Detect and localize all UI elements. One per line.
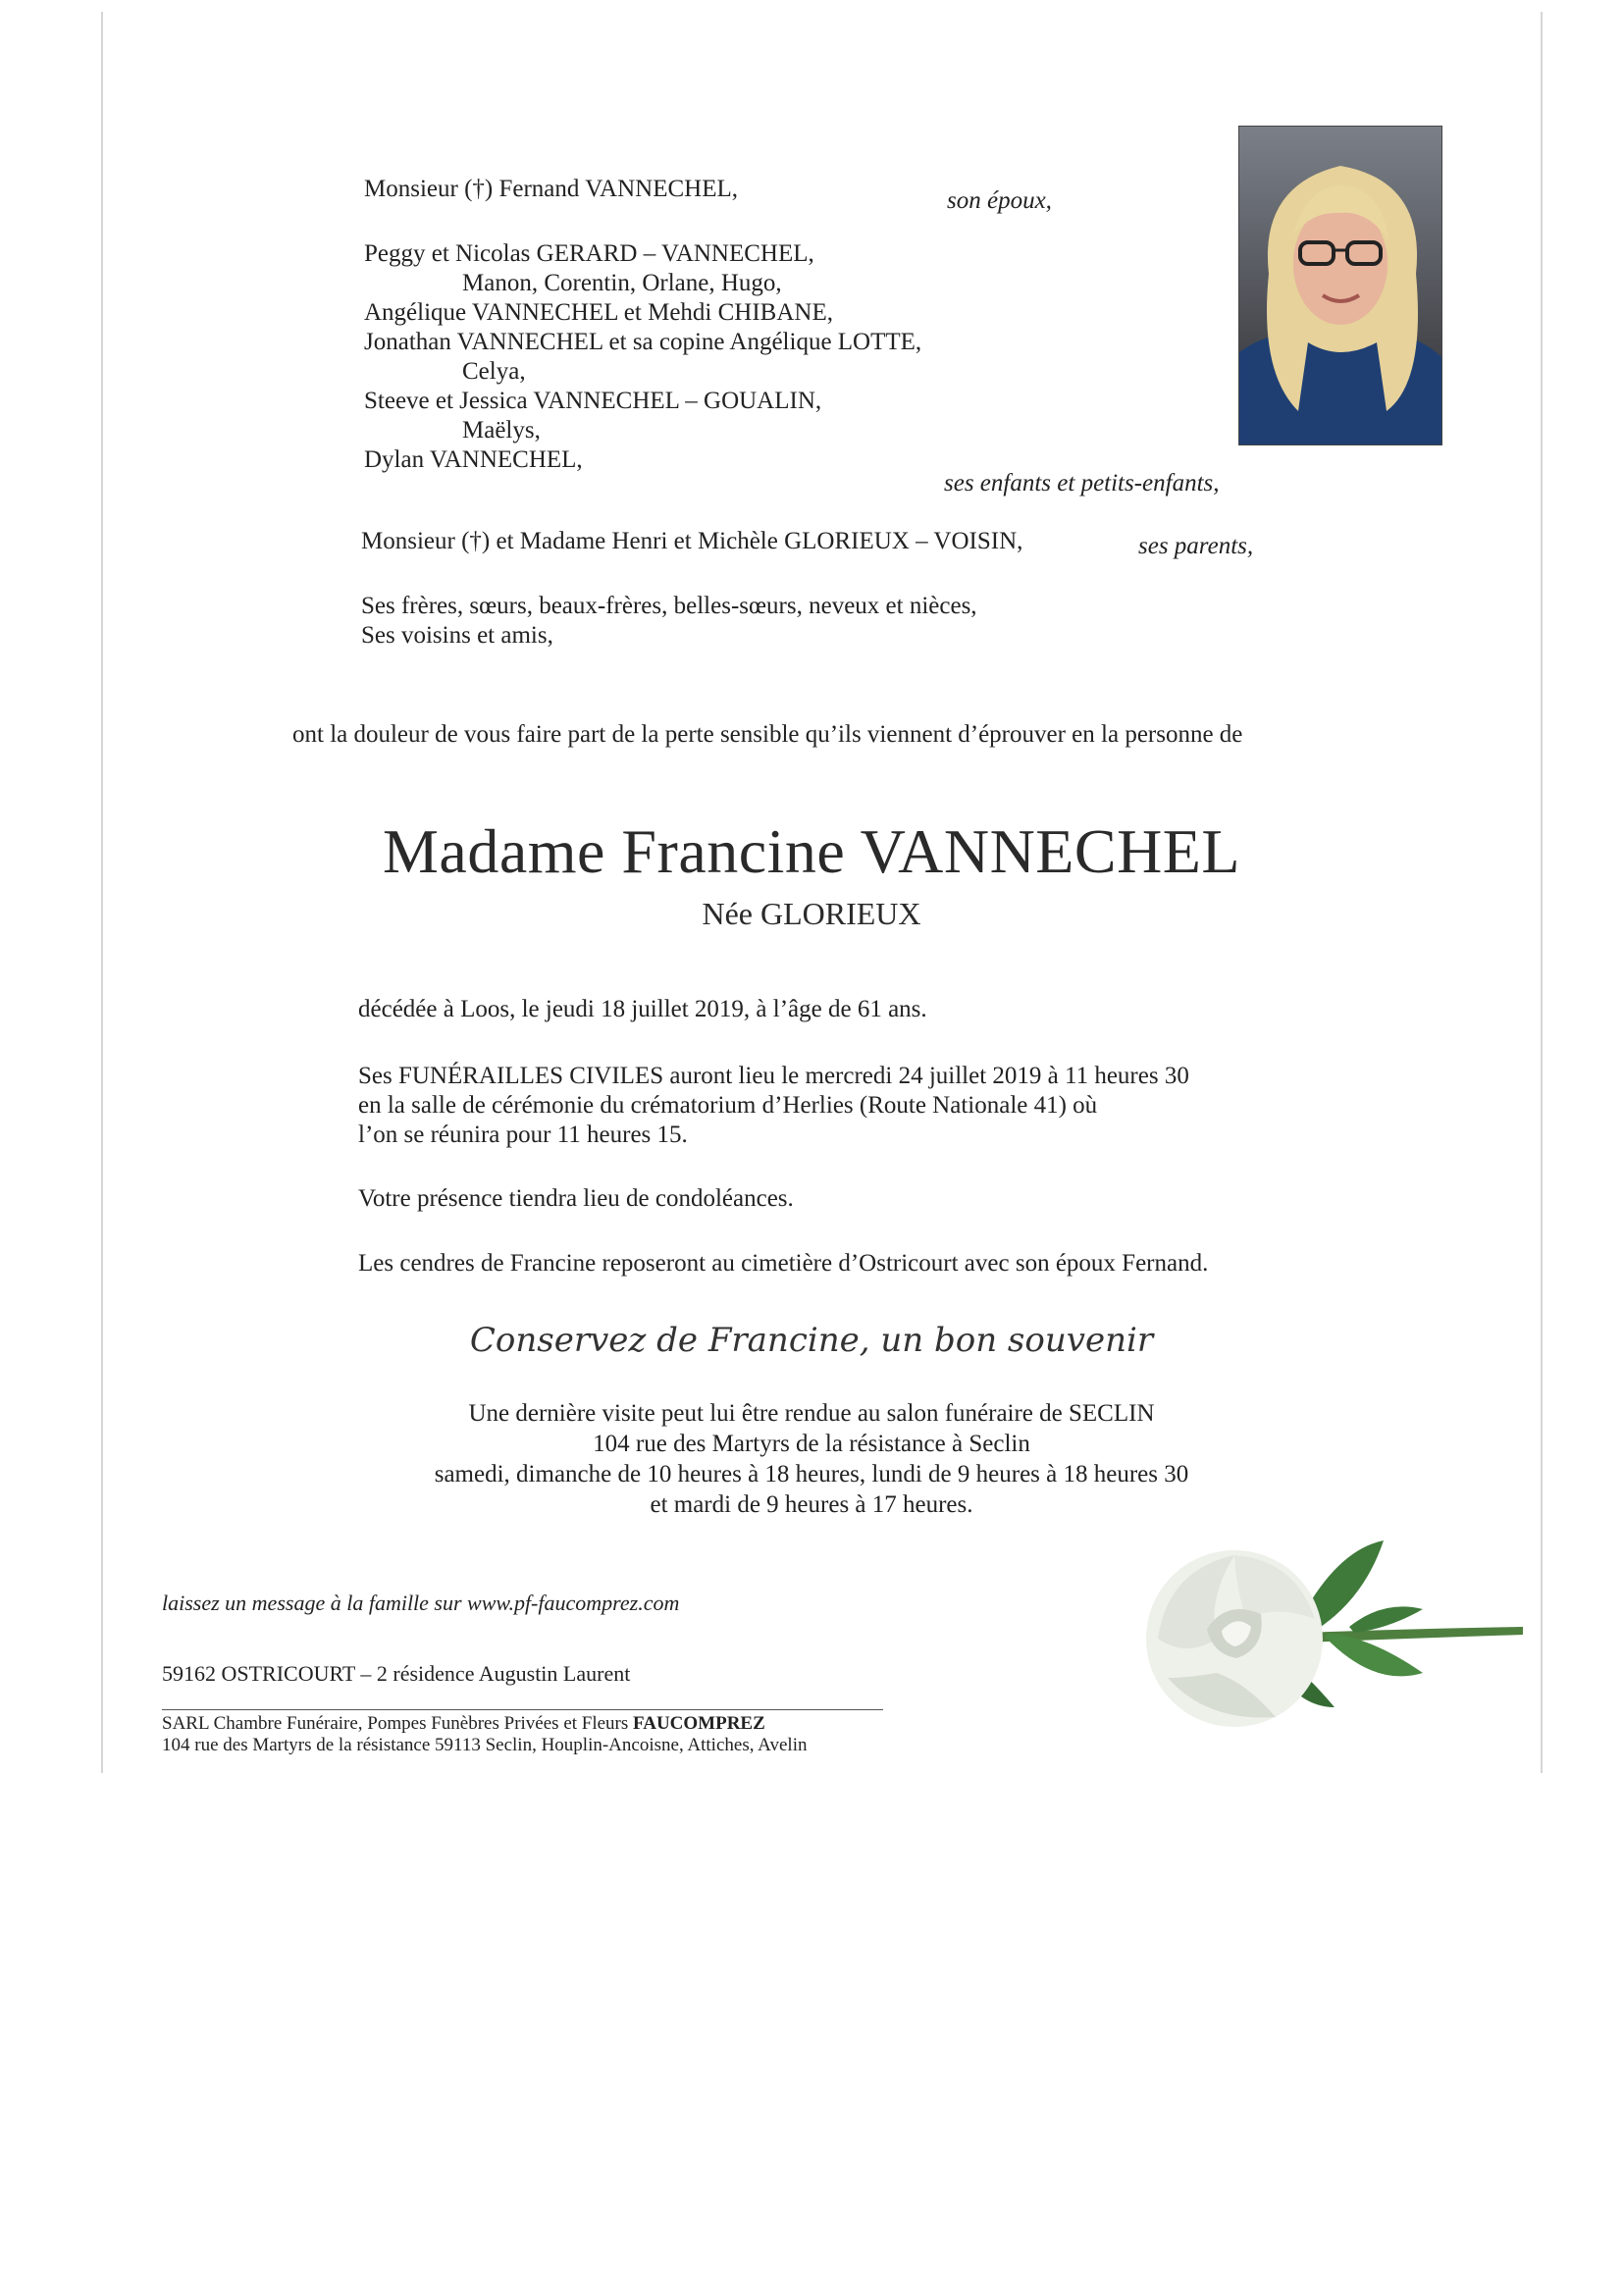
funeral-line: Ses FUNÉRAILLES CIVILES auront lieu le mercredi 24 juillet 2019 à 11 heures 30 bbox=[358, 1063, 1189, 1089]
souvenir-message: Conservez de Francine, un bon souvenir bbox=[469, 1321, 1154, 1360]
children-line: Steeve et Jessica VANNECHEL – GOUALIN, bbox=[364, 388, 822, 414]
footer-divider bbox=[162, 1709, 883, 1710]
visit-line: samedi, dimanche de 10 heures à 18 heures, lundi de 9 heures à 18 heures 30 bbox=[434, 1461, 1189, 1487]
footer-company-text: SARL Chambre Funéraire, Pompes Funèbres Privées et Fleurs bbox=[162, 1713, 629, 1734]
deceased-name: Madame Francine VANNECHEL bbox=[383, 816, 1240, 886]
parents-role: ses parents, bbox=[1138, 533, 1254, 559]
children-line: Jonathan VANNECHEL et sa copine Angélique LOTTE, bbox=[364, 329, 922, 355]
death-info: décédée à Loos, le jeudi 18 juillet 2019, à l’âge de 61 ans. bbox=[358, 996, 927, 1022]
husband-role: son époux, bbox=[947, 187, 1052, 214]
friends-line: Ses voisins et amis, bbox=[361, 622, 553, 649]
grandchildren-line: Manon, Corentin, Orlane, Hugo, bbox=[462, 270, 782, 296]
announcement: ont la douleur de vous faire part de la perte sensible qu’ils viennent d’éprouver en la personne de bbox=[292, 721, 1243, 748]
funeral-line: en la salle de cérémonie du crématorium d’Herlies (Route Nationale 41) où bbox=[358, 1092, 1098, 1119]
children-line: Angélique VANNECHEL et Mehdi CHIBANE, bbox=[364, 299, 833, 326]
relatives-line: Ses frères, sœurs, beaux-frères, belles-sœurs, neveux et nièces, bbox=[361, 593, 977, 619]
visit-line: et mardi de 9 heures à 17 heures. bbox=[650, 1491, 973, 1518]
children-role: ses enfants et petits-enfants, bbox=[944, 470, 1220, 496]
grandchildren-line: Celya, bbox=[462, 358, 526, 385]
message-link[interactable]: laissez un message à la famille sur www.pf-faucomprez.com bbox=[162, 1591, 680, 1615]
white-rose-illustration bbox=[1128, 1511, 1531, 1776]
visit-info bbox=[0, 1398, 1623, 1520]
children-line: Peggy et Nicolas GERARD – VANNECHEL, bbox=[364, 240, 814, 267]
portrait-photo bbox=[1238, 126, 1442, 445]
footer-company-line bbox=[162, 1713, 937, 1735]
family-address: 59162 OSTRICOURT – 2 résidence Augustin Laurent bbox=[162, 1661, 631, 1686]
footer-address-line: 104 rue des Martyrs de la résistance 59113 Seclin, Houplin-Ancoisne, Attiches, Avelin bbox=[162, 1735, 808, 1755]
visit-line: 104 rue des Martyrs de la résistance à Seclin bbox=[593, 1431, 1030, 1457]
children-line: Dylan VANNECHEL, bbox=[364, 446, 583, 473]
deceased-birth-name: Née GLORIEUX bbox=[702, 896, 921, 931]
funeral-line: l’on se réunira pour 11 heures 15. bbox=[358, 1122, 688, 1148]
ashes-info: Les cendres de Francine reposeront au cimetière d’Ostricourt avec son époux Fernand. bbox=[358, 1250, 1209, 1277]
parents-names: Monsieur (†) et Madame Henri et Michèle GLORIEUX – VOISIN, bbox=[361, 528, 1023, 554]
husband-name: Monsieur (†) Fernand VANNECHEL, bbox=[364, 176, 738, 202]
footer bbox=[162, 1713, 937, 1762]
condolences: Votre présence tiendra lieu de condoléances. bbox=[358, 1185, 794, 1212]
grandchildren-line: Maëlys, bbox=[462, 417, 541, 444]
footer-brand: FAUCOMPREZ bbox=[633, 1713, 765, 1734]
visit-line: Une dernière visite peut lui être rendue au salon funéraire de SECLIN bbox=[468, 1400, 1155, 1427]
